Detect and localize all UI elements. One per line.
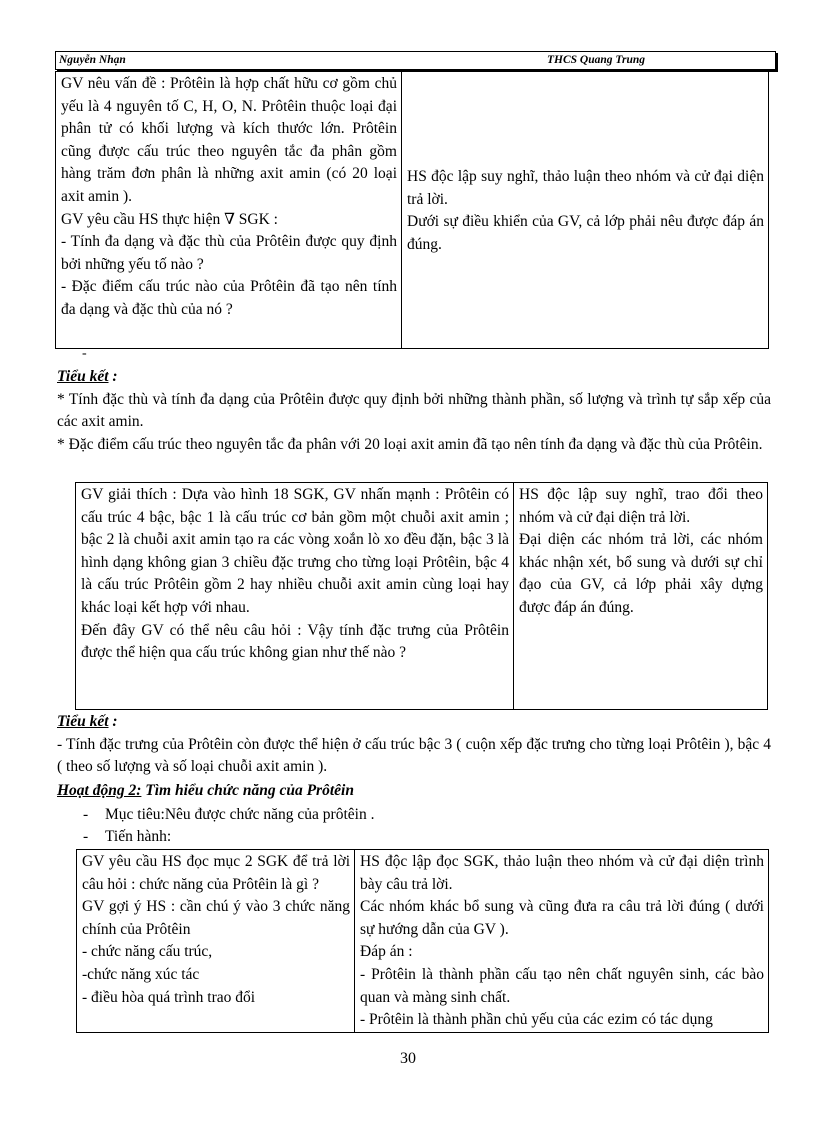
teacher-activity-cell <box>56 72 402 349</box>
paragraph: Đại diện các nhóm trả lời, các nhóm khác nhận xét, bổ sung và dưới sự chỉ đạo của GV, cả lớp phải xây dựng được đáp án đúng. <box>519 531 763 616</box>
paragraph: - điều hòa quá trình trao đổi <box>82 988 256 1006</box>
stray-dash: - <box>82 346 87 361</box>
table-row <box>56 72 769 349</box>
paragraph: HS độc lập suy nghĩ, trao đổi theo nhóm và cử đại diện trả lời. <box>519 486 763 526</box>
teacher-activity-cell <box>76 483 514 710</box>
summary-text: - Tính đặc trưng của Prôtêin còn được thể hiện ở cấu trúc bậc 3 ( cuộn xếp đặc trưng cho từng loại Prôtêin ), bậc 4 ( theo số lượng và số loại chuỗi axit amin ). <box>57 735 771 775</box>
paragraph: - chức năng cấu trúc, <box>82 943 213 961</box>
student-activity-cell <box>355 850 769 1033</box>
paragraph: -chức năng xúc tác <box>82 965 200 983</box>
summary-heading: Tiểu kết <box>57 368 109 385</box>
paragraph: HS độc lập đọc SGK, thảo luận theo nhóm và cử đại diện trình bày câu trả lời. <box>360 853 764 893</box>
student-activity-cell <box>514 483 768 710</box>
procedure-text: Tiến hành: <box>105 828 172 845</box>
summary-1 <box>57 366 771 456</box>
author-name: Nguyễn Nhạn <box>59 54 126 66</box>
paragraph: GV yêu cầu HS đọc mục 2 SGK để trả lời câu hỏi : chức năng của Prôtêin là gì ? <box>82 853 350 893</box>
paragraph: - Tính đa dạng và đặc thù của Prôtêin được quy định bởi những yếu tố nào ? <box>61 233 397 273</box>
table-row <box>77 850 769 1033</box>
summary-colon: : <box>112 713 118 730</box>
procedure-item: - Tiến hành: <box>83 828 172 845</box>
paragraph: Dưới sự điều khiển của GV, cả lớp phải nêu được đáp án đúng. <box>407 213 764 253</box>
activity-2-heading <box>57 780 354 803</box>
paragraph: Đáp án : <box>360 943 413 961</box>
page-header <box>55 51 776 70</box>
activity-title: Tìm hiểu chức năng của Prôtêin <box>145 782 354 799</box>
page-number: 30 <box>400 1050 416 1067</box>
summary-point: * Đặc điểm cấu trúc theo nguyên tắc đa phân với 20 loại axit amin đã tạo nên tính đa dạng và đặc thù của Prôtêin. <box>57 435 763 453</box>
paragraph: GV nêu vấn đề : Prôtêin là hợp chất hữu cơ gồm chủ yếu là 4 nguyên tố C, H, O, N. Prôtêin thuộc loại đại phân tử có khối lượng và kích thước lớn. Prôtêin cũng được cấu trúc theo nguyên tắc đa phân gồm hàng trăm đơn phân là những axit amin (có 20 loại axit amin ). <box>61 75 397 205</box>
activity-label: Hoạt động 2: <box>57 782 142 799</box>
paragraph: - Prôtêin là thành phần cấu tạo nên chất nguyên sinh, các bào quan và màng sinh chất. <box>360 965 764 1006</box>
paragraph: Các nhóm khác bổ sung và cũng đưa ra câu trả lời đúng ( dưới sự hướng dẫn của GV ). <box>360 898 764 938</box>
paragraph: GV giải thích : Dựa vào hình 18 SGK, GV nhấn mạnh : Prôtêin có cấu trúc 4 bậc, bậc 1 là cấu trúc cơ bản gồm một chuỗi axit amin ; bậc 2 là chuỗi axit amin tạo ra các vòng xoắn lò xo đều đặn, bậc 3 là hình dạng không gian 3 chiều đặc trưng cho từng loại Prôtêin, bậc 4 là cấu trúc Prôtêin gồm 2 hay nhiều chuỗi axit amin cùng loại hay khác loại kết hợp với nhau. <box>81 486 509 616</box>
summary-colon: : <box>112 368 118 385</box>
teacher-activity-cell <box>77 850 355 1033</box>
paragraph: Đến đây GV có thể nêu câu hỏi : Vậy tính đặc trưng của Prôtêin được thể hiện qua cấu trúc không gian như thế nào ? <box>81 621 509 662</box>
table-3 <box>76 849 769 1033</box>
table-1 <box>55 71 769 349</box>
paragraph: GV gợi ý HS : cần chú ý vào 3 chức năng chính của Prôtêin <box>82 898 350 938</box>
paragraph: - Đặc điểm cấu trúc nào của Prôtêin đã tạo nên tính đa dạng và đặc thù của nó ? <box>61 278 397 318</box>
school-name: THCS Quang Trung <box>547 54 645 66</box>
table-row <box>76 483 768 710</box>
student-activity-cell <box>402 72 769 349</box>
summary-point: * Tính đặc thù và tính đa dạng của Prôtêin được quy định bởi những thành phần, số lượng và trình tự sắp xếp của các axit amin. <box>57 390 771 430</box>
paragraph: HS độc lập suy nghĩ, thảo luận theo nhóm và cử đại diện trả lời. <box>407 168 764 208</box>
table-2 <box>75 482 768 710</box>
paragraph: - Prôtêin là thành phần chủ yếu của các ezim có tác dụng <box>360 1011 713 1029</box>
summary-2 <box>57 711 771 779</box>
paragraph: GV yêu cầu HS thực hiện ∇ SGK : <box>61 210 278 228</box>
summary-heading: Tiểu kết <box>57 713 109 730</box>
objective-text: Mục tiêu:Nêu được chức năng của prôtêin . <box>105 806 375 823</box>
objective-item: - Mục tiêu:Nêu được chức năng của prôtêin . <box>83 806 375 823</box>
